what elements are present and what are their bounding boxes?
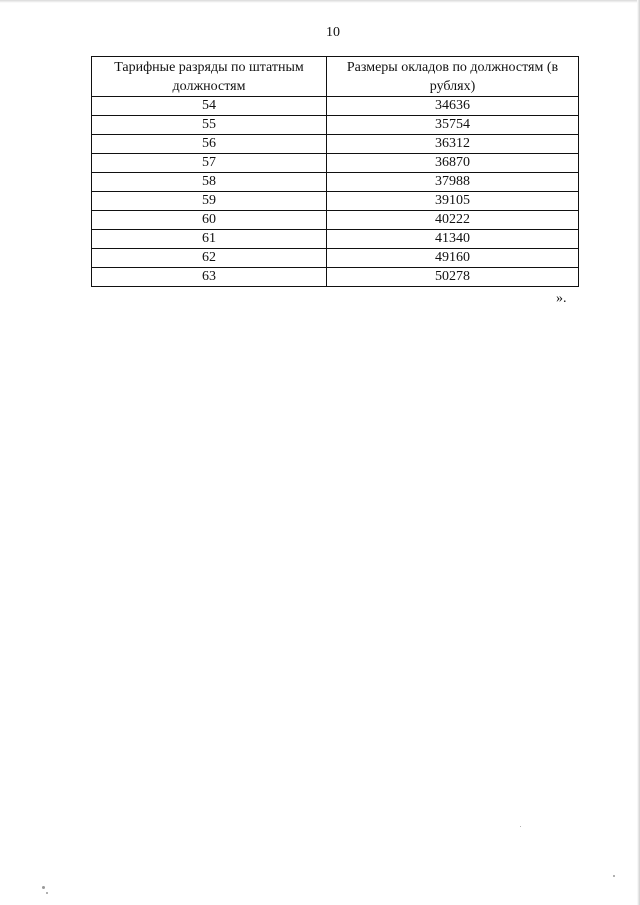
- salary-cell: 50278: [327, 268, 579, 287]
- salary-cell: 34636: [327, 97, 579, 116]
- table-header-row: [92, 57, 579, 97]
- table-row: [92, 249, 579, 268]
- tariff-grade-cell: 56: [92, 135, 327, 154]
- scan-speck: [42, 886, 45, 889]
- salary-rates-table: [91, 56, 579, 287]
- tariff-grade-cell: 62: [92, 249, 327, 268]
- tariff-grade-cell: 63: [92, 268, 327, 287]
- header-tariff-grade: Тарифные разряды по штатным должностям: [92, 57, 327, 97]
- tariff-grade-cell: 61: [92, 230, 327, 249]
- salary-cell: 49160: [327, 249, 579, 268]
- table-row: [92, 154, 579, 173]
- salary-cell: 35754: [327, 116, 579, 135]
- salary-cell: 36870: [327, 154, 579, 173]
- salary-cell: 39105: [327, 192, 579, 211]
- table-row: [92, 230, 579, 249]
- scan-speck: [520, 826, 521, 827]
- table-row: [92, 135, 579, 154]
- closing-quote-mark: ».: [556, 291, 567, 306]
- scan-speck: [46, 892, 48, 894]
- table-row: [92, 116, 579, 135]
- header-salary-amount: Размеры окладов по должностям (в рублях): [327, 57, 579, 97]
- table-row: [92, 192, 579, 211]
- page-number: 10: [326, 25, 340, 40]
- table-row: [92, 268, 579, 287]
- tariff-grade-cell: 54: [92, 97, 327, 116]
- salary-cell: 40222: [327, 211, 579, 230]
- table-row: [92, 211, 579, 230]
- tariff-grade-cell: 55: [92, 116, 327, 135]
- tariff-grade-cell: 59: [92, 192, 327, 211]
- scan-speck: [613, 875, 615, 877]
- salary-cell: 37988: [327, 173, 579, 192]
- scan-edge-top: [0, 0, 640, 3]
- tariff-grade-cell: 58: [92, 173, 327, 192]
- tariff-grade-cell: 60: [92, 211, 327, 230]
- salary-cell: 41340: [327, 230, 579, 249]
- salary-cell: 36312: [327, 135, 579, 154]
- table-row: [92, 97, 579, 116]
- tariff-grade-cell: 57: [92, 154, 327, 173]
- table-row: [92, 173, 579, 192]
